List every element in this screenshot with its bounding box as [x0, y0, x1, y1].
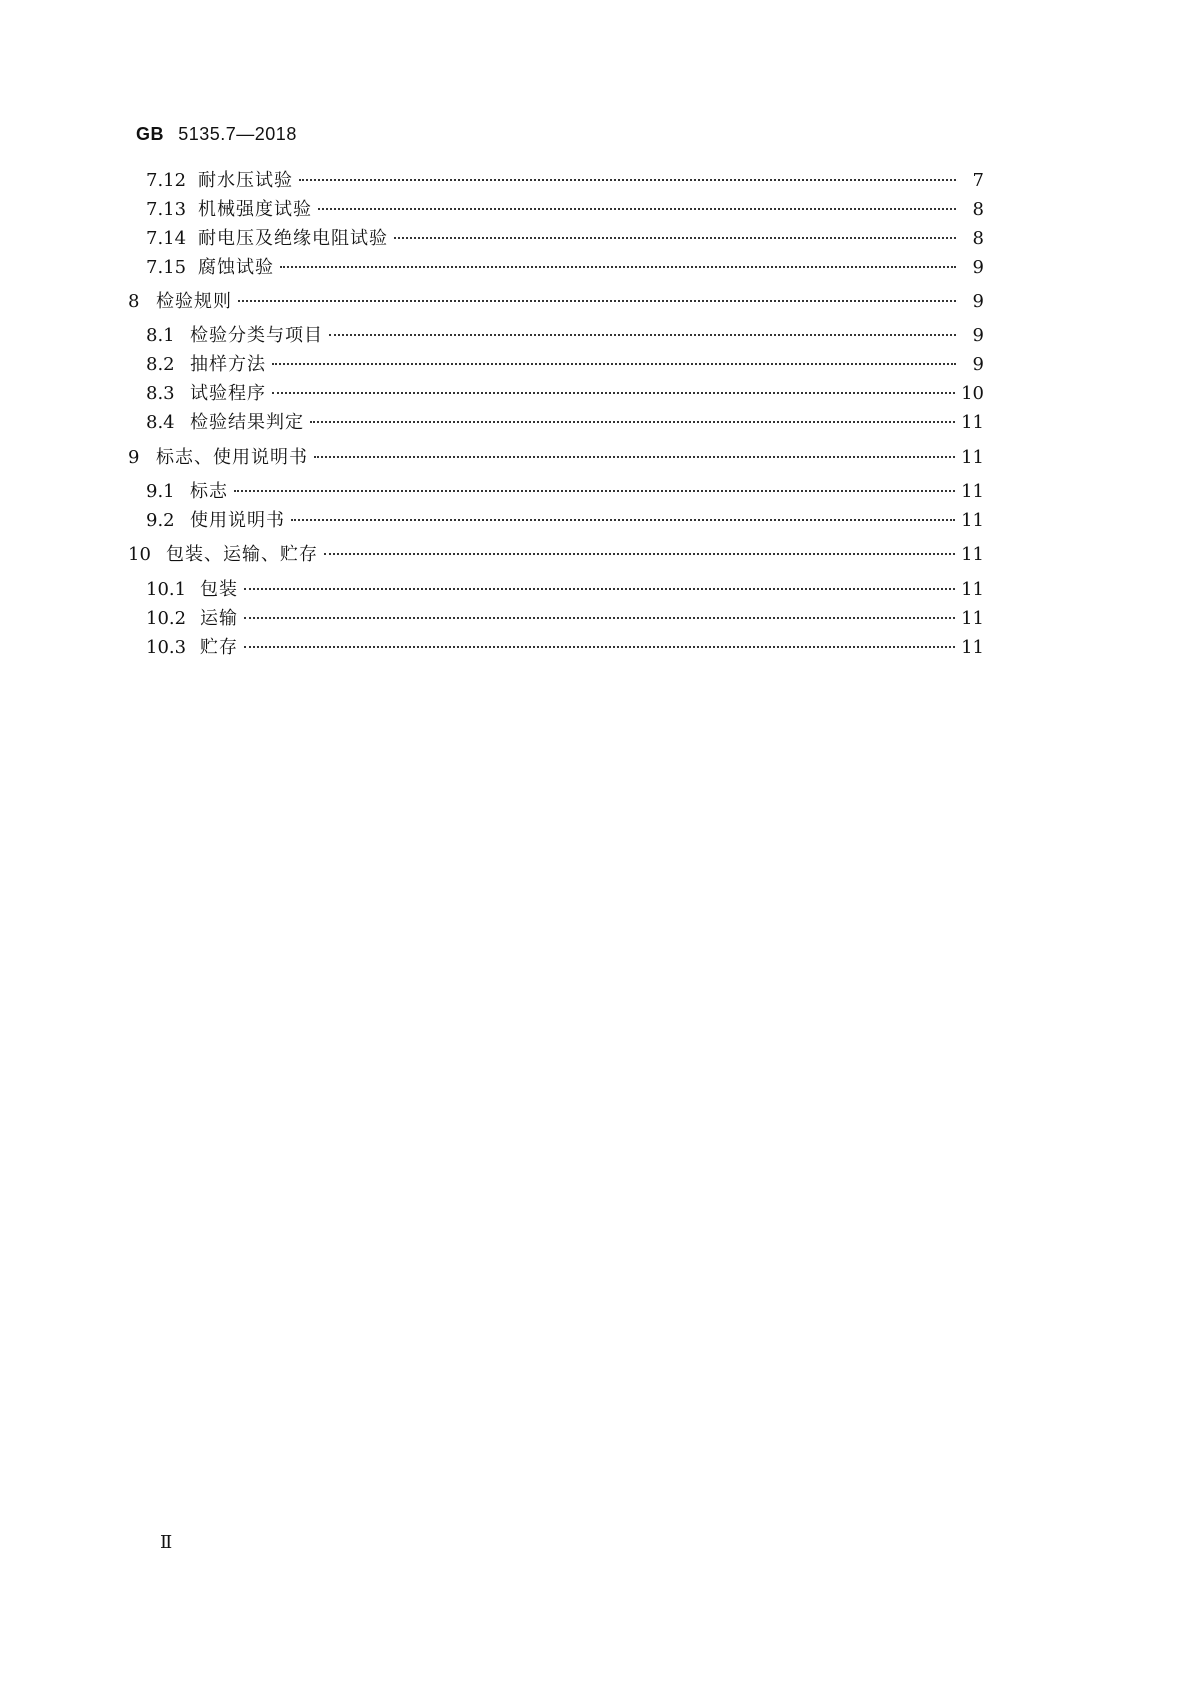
- toc-entry-page: 8: [972, 199, 984, 220]
- toc-entry-title: 检验规则: [156, 291, 232, 312]
- standard-prefix: GB: [136, 124, 164, 144]
- toc-dot-leader: [310, 421, 955, 423]
- toc-entry-title: 标志: [190, 481, 228, 502]
- toc-entry[interactable]: [128, 544, 984, 566]
- toc-entry[interactable]: [146, 510, 984, 532]
- toc-entry-page: 9: [972, 354, 984, 375]
- toc-entry-number: 8.4: [146, 412, 175, 433]
- toc-dot-leader: [394, 237, 956, 239]
- toc-dot-leader: [244, 617, 955, 619]
- toc-dot-leader: [244, 646, 955, 648]
- toc-entry-title: 试验程序: [190, 383, 266, 404]
- toc-entry-title: 包装、运输、贮存: [166, 544, 318, 565]
- toc-entry-page: 11: [961, 447, 984, 468]
- toc-entry[interactable]: [146, 579, 984, 601]
- toc-dot-leader: [244, 588, 955, 590]
- toc-entry-page: 11: [961, 481, 984, 502]
- toc-entry-page: 11: [961, 579, 984, 600]
- toc-entry-page: 9: [972, 325, 984, 346]
- toc-entry-page: 11: [961, 608, 984, 629]
- toc-dot-leader: [272, 392, 955, 394]
- toc-entry-title: 腐蚀试验: [198, 257, 274, 278]
- toc-entry-number: 9: [128, 447, 140, 468]
- toc-entry-number: 8.2: [146, 354, 175, 375]
- toc-entry[interactable]: [128, 447, 984, 469]
- toc-entry-title: 贮存: [200, 637, 238, 658]
- toc-entry-title: 机械强度试验: [198, 199, 312, 220]
- toc-entry-number: 8.1: [146, 325, 175, 346]
- toc-entry[interactable]: [146, 412, 984, 434]
- toc-entry-page: 8: [972, 228, 984, 249]
- toc-entry-number: 9.1: [146, 481, 175, 502]
- toc-entry-number: 10.3: [146, 637, 187, 658]
- toc-entry[interactable]: [146, 637, 984, 659]
- toc-entry-number: 8.3: [146, 383, 175, 404]
- toc-entry-title: 抽样方法: [190, 354, 266, 375]
- toc-dot-leader: [314, 456, 955, 458]
- toc-entry[interactable]: [146, 383, 984, 405]
- toc-entry-title: 包装: [200, 579, 238, 600]
- toc-entry[interactable]: [146, 608, 984, 630]
- toc-entry[interactable]: [146, 199, 984, 221]
- toc-entry-number: 10.1: [146, 579, 187, 600]
- toc-entry[interactable]: [146, 170, 984, 192]
- toc-dot-leader: [318, 208, 956, 210]
- toc-dot-leader: [324, 553, 955, 555]
- toc-entry-title: 耐水压试验: [198, 170, 293, 191]
- toc-entry[interactable]: [146, 228, 984, 250]
- toc-entry[interactable]: [146, 481, 984, 503]
- toc-entry[interactable]: [146, 354, 984, 376]
- toc-entry-title: 使用说明书: [190, 510, 285, 531]
- toc-entry-number: 7.12: [146, 170, 187, 191]
- toc-entry-page: 9: [972, 257, 984, 278]
- toc-entry-number: 9.2: [146, 510, 175, 531]
- toc-dot-leader: [291, 519, 955, 521]
- toc-entry-page: 10: [961, 383, 984, 404]
- standard-code: 5135.7—2018: [178, 124, 297, 144]
- toc-dot-leader: [280, 266, 956, 268]
- toc-entry-number: 7.15: [146, 257, 187, 278]
- toc-dot-leader: [234, 490, 955, 492]
- toc-entry-number: 8: [128, 291, 140, 312]
- toc-entry-title: 检验分类与项目: [190, 325, 323, 346]
- toc-entry-number: 7.13: [146, 199, 187, 220]
- toc-entry-page: 11: [961, 544, 984, 565]
- toc-entry-page: 11: [961, 637, 984, 658]
- toc-dot-leader: [329, 334, 956, 336]
- toc-dot-leader: [299, 179, 956, 181]
- toc-entry[interactable]: [146, 325, 984, 347]
- toc-entry-page: 9: [972, 291, 984, 312]
- page-number: Ⅱ: [160, 1532, 173, 1553]
- toc-dot-leader: [272, 363, 956, 365]
- toc-entry-title: 检验结果判定: [190, 412, 304, 433]
- toc-entry-page: 11: [961, 510, 984, 531]
- toc-entry-title: 运输: [200, 608, 238, 629]
- toc-entry-number: 10: [128, 544, 151, 565]
- toc-entry-title: 耐电压及绝缘电阻试验: [198, 228, 388, 249]
- toc-entry[interactable]: [146, 257, 984, 279]
- toc-entry-page: 7: [972, 170, 984, 191]
- toc-entry-number: 7.14: [146, 228, 187, 249]
- toc-entry-page: 11: [961, 412, 984, 433]
- toc-entry[interactable]: [128, 291, 984, 313]
- toc-dot-leader: [238, 300, 956, 302]
- toc-entry-number: 10.2: [146, 608, 187, 629]
- toc-entry-title: 标志、使用说明书: [156, 447, 308, 468]
